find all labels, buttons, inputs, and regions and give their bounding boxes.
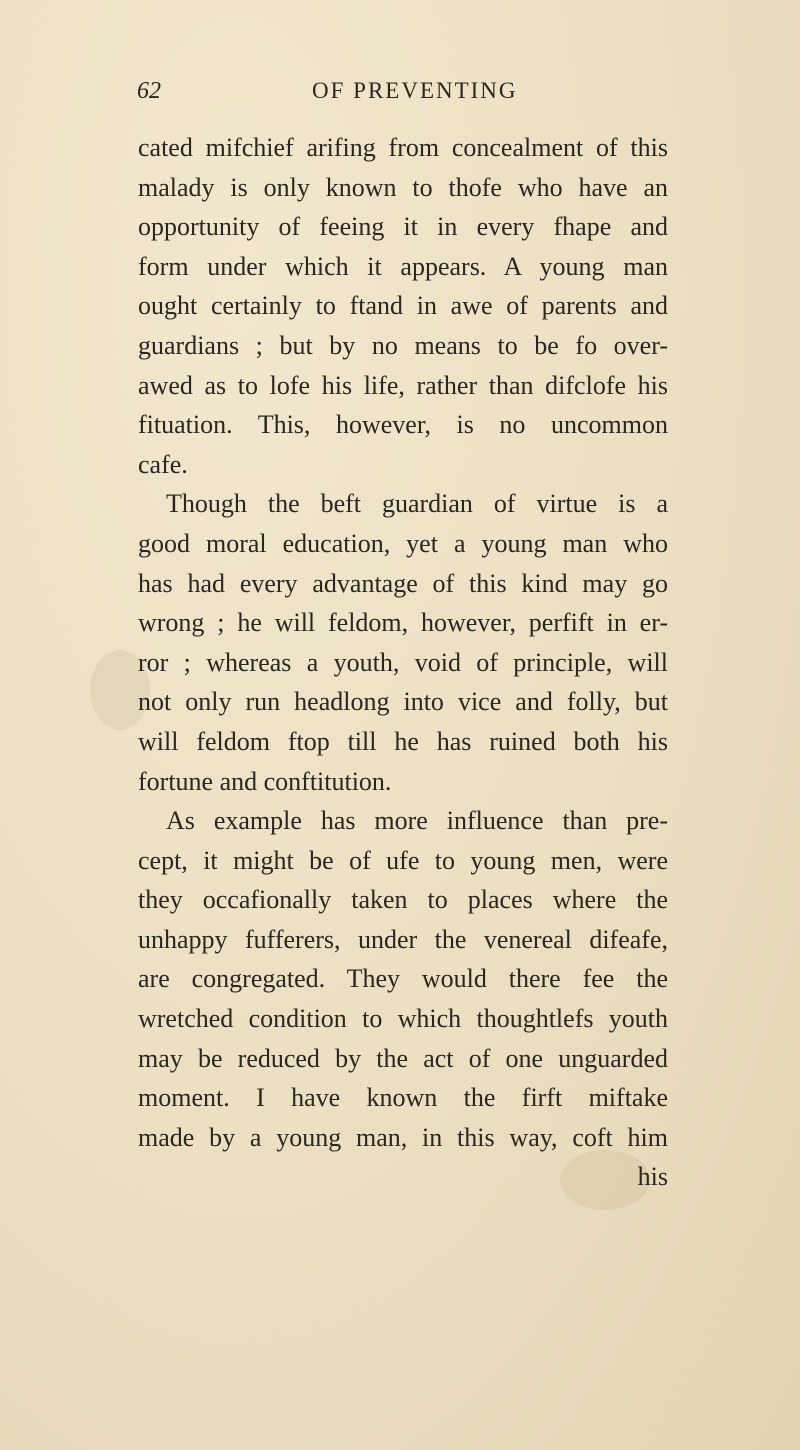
page-header	[137, 78, 667, 118]
catchword: his	[637, 1162, 668, 1192]
text-line: cept, it might be of ufe to young men, were	[138, 845, 668, 875]
text-line: wrong ; he will feldom, however, perfift in er-	[138, 608, 668, 638]
text-line: malady is only known to thofe who have an	[138, 172, 668, 202]
text-line: cated mifchief arifing from concealment of this	[138, 133, 668, 162]
text-line: cafe.	[138, 449, 188, 479]
text-line: Though the beft guardian of virtue is a	[166, 489, 668, 519]
text-line: has had every advantage of this kind may go	[138, 568, 668, 598]
text-line: unhappy fufferers, under the venereal difeafe,	[138, 924, 668, 954]
text-line: guardians ; but by no means to be fo over-	[138, 330, 668, 360]
text-line: fituation. This, however, is no uncommon	[138, 410, 668, 440]
text-line: ought certainly to ftand in awe of parents and	[138, 291, 668, 321]
text-line: opportunity of feeing it in every fhape and	[138, 212, 668, 242]
text-line: they occafionally taken to places where the	[138, 885, 668, 915]
text-line: wretched condition to which thoughtlefs youth	[138, 1004, 668, 1034]
text-line: awed as to lofe his life, rather than difclofe his	[138, 370, 668, 400]
text-line: made by a young man, in this way, coft him	[138, 1122, 668, 1152]
text-line: good moral education, yet a young man who	[138, 528, 668, 558]
text-line: are congregated. They would there fee the	[138, 964, 668, 994]
text-line: may be reduced by the act of one unguarded	[138, 1043, 668, 1073]
body-text	[138, 128, 668, 1197]
text-line: fortune and conftitution.	[138, 766, 392, 796]
running-head: OF PREVENTING	[312, 78, 518, 103]
text-line: form under which it appears. A young man	[138, 251, 668, 281]
text-line: moment. I have known the firft miftake	[138, 1083, 668, 1113]
text-line: not only run headlong into vice and folly, but	[138, 687, 668, 717]
text-line: will feldom ftop till he has ruined both his	[138, 726, 668, 756]
text-line: As example has more influence than pre-	[166, 806, 668, 836]
text-line: ror ; whereas a youth, void of principle, will	[138, 647, 668, 677]
page-number: 62	[137, 78, 161, 104]
